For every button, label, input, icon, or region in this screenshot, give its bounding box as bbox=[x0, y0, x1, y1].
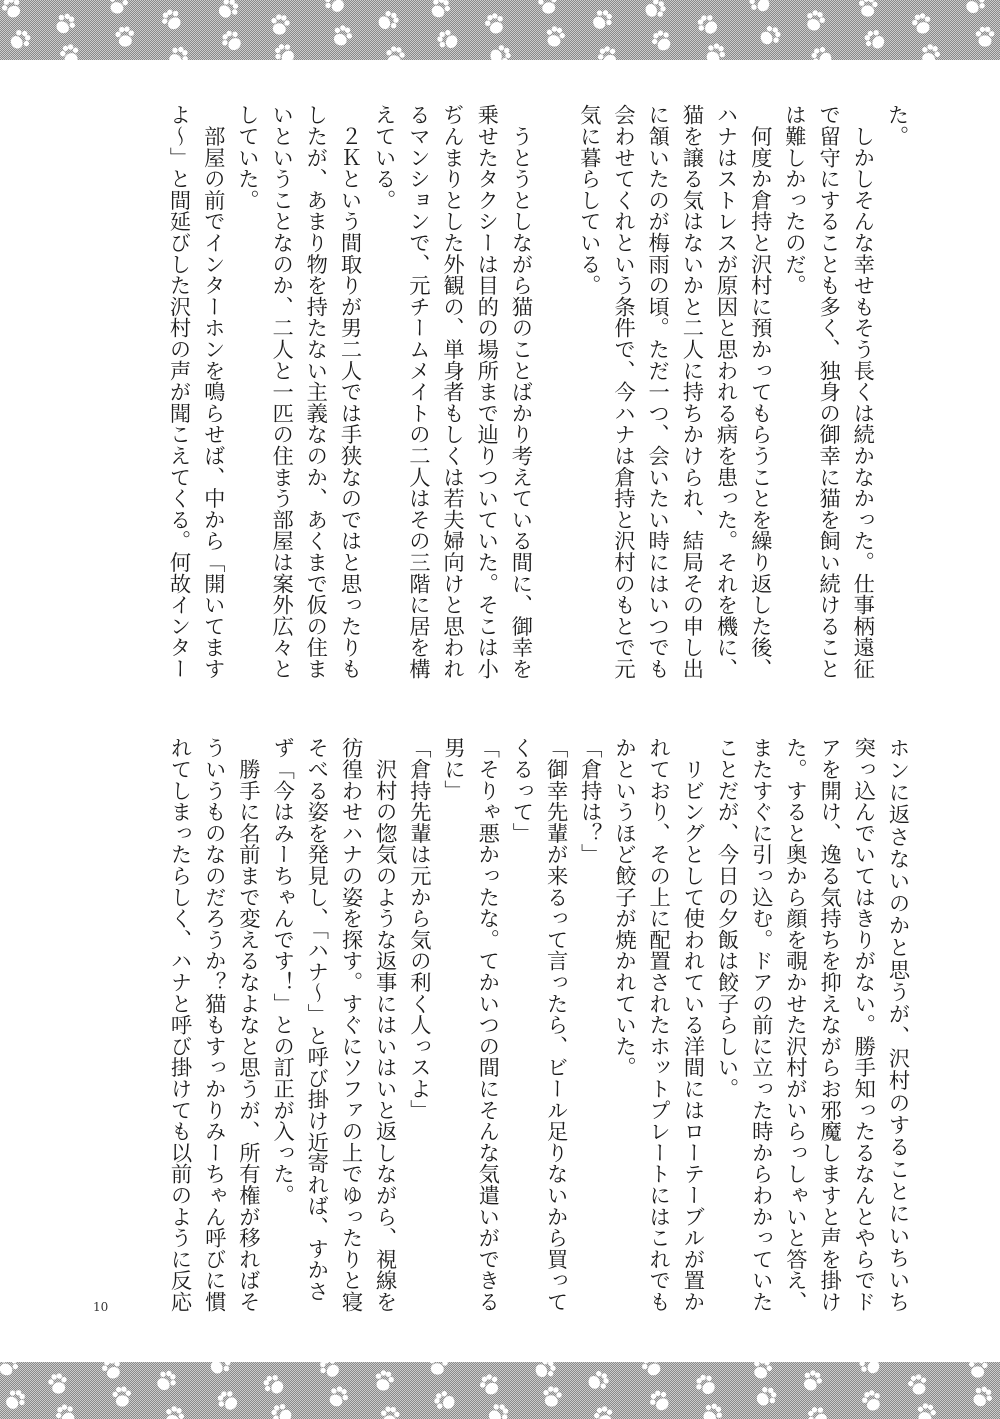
paw-print-icon bbox=[2, 1386, 29, 1413]
paw-print-icon bbox=[214, 1387, 241, 1414]
text-column: しかしそんな幸せもそう長くは続かなかった。仕事柄遠征 bbox=[849, 104, 875, 680]
paw-print-band-top bbox=[0, 0, 1000, 60]
paw-print-icon bbox=[969, 1383, 996, 1410]
paw-print-icon bbox=[165, 43, 192, 60]
text-column: るマンションで、元チームメイトの二人はその三階に居を構 bbox=[405, 104, 431, 680]
paw-print-icon bbox=[375, 8, 401, 33]
text-column: よ〜」と間延びした沢村の声が聞こえてくる。何故インター bbox=[166, 104, 192, 680]
paw-print-icon bbox=[153, 1367, 180, 1394]
paw-print-icon bbox=[215, 0, 242, 22]
paw-print-icon bbox=[804, 1403, 831, 1419]
paw-print-icon bbox=[699, 1400, 726, 1419]
text-column: アを開け、逸る気持ちを抑えながらお邪魔しますと声を掛け bbox=[816, 737, 842, 1313]
paw-print-icon bbox=[373, 1369, 396, 1393]
text-block-lower bbox=[162, 737, 914, 1313]
paw-print-icon bbox=[915, 1402, 938, 1419]
text-column: 部屋の前でインターホンを鳴らせば、中から「開いてます bbox=[200, 104, 226, 680]
blank-line bbox=[537, 104, 571, 680]
paw-print-icon bbox=[856, 1362, 883, 1378]
text-column: 乗せたタクシーは目的の場所まで辿りついていた。そこは小 bbox=[473, 104, 499, 680]
paw-print-icon bbox=[803, 8, 827, 33]
paw-print-icon bbox=[112, 1386, 132, 1407]
text-column: ことだが、今日の夕飯は餃子らしい。 bbox=[714, 737, 740, 1100]
text-column: は難しかったのだ。 bbox=[781, 104, 807, 296]
text-column: 彷徨わせハナの姿を探す。すぐにソファの上でゆったりと寝 bbox=[338, 737, 363, 1313]
text-column: ず「今はみーちゃんです！」との訂正が入った。 bbox=[269, 737, 295, 1206]
paw-print-icon bbox=[746, 0, 773, 16]
paw-print-icon bbox=[861, 26, 888, 53]
paw-print-pattern bbox=[0, 0, 1000, 60]
paw-print-icon bbox=[968, 1362, 988, 1378]
paw-print-icon bbox=[269, 13, 291, 36]
dialogue-line: 「倉持は？」 bbox=[577, 737, 603, 865]
paw-print-band-bottom bbox=[0, 1362, 1000, 1419]
text-column: に頷いたのが梅雨の頃。ただ一つ、会いたい時にはいつでも bbox=[644, 104, 670, 680]
text-column: 沢村の惚気のような返事にはいはいと返しながら、視線を bbox=[372, 737, 398, 1313]
paw-print-icon bbox=[753, 1383, 780, 1410]
paw-print-icon bbox=[485, 1400, 512, 1419]
text-column: リビングとして使われている洋間にはローテーブルが置か bbox=[679, 737, 705, 1313]
paw-print-icon bbox=[427, 0, 453, 21]
paw-print-icon bbox=[702, 40, 728, 60]
paw-print-icon bbox=[537, 0, 559, 15]
text-column: ういうものなのだろうか？猫もすっかりみーちゃん呼びに慣 bbox=[201, 737, 227, 1313]
paw-print-icon bbox=[100, 1362, 124, 1381]
text-column: そべる姿を発見し、「ハナ〜」と呼び掛け近寄れば、すかさ bbox=[303, 737, 329, 1302]
paw-print-icon bbox=[53, 1401, 79, 1419]
paw-print-icon bbox=[592, 1405, 615, 1419]
paw-print-icon bbox=[586, 1369, 611, 1393]
text-column: れてしまったらしく、ハナと呼び掛けても以前のように反応 bbox=[167, 737, 193, 1313]
paw-print-icon bbox=[330, 23, 355, 49]
paw-print-icon bbox=[271, 40, 298, 60]
paw-print-icon bbox=[0, 0, 24, 21]
paw-print-icon bbox=[589, 6, 616, 33]
paw-print-icon bbox=[483, 11, 507, 36]
dialogue-line: くるって」 bbox=[508, 737, 534, 844]
paw-print-icon bbox=[694, 11, 721, 38]
text-column: していた。 bbox=[234, 104, 260, 211]
text-column: ホンに返さないのかと思うが、沢村のすることにいちいち bbox=[885, 737, 910, 1314]
paw-print-icon bbox=[808, 44, 835, 60]
paw-print-icon bbox=[384, 45, 406, 60]
text-column: またすぐに引っ込む。ドアの前に立った時からわかっていた bbox=[748, 737, 774, 1313]
text-column: 猫を譲る気はないかと二人に持ちかけられ、結局その申し出 bbox=[678, 104, 704, 680]
paw-print-icon bbox=[325, 1383, 351, 1410]
paw-print-icon bbox=[268, 1401, 295, 1419]
paw-print-icon bbox=[477, 1372, 502, 1398]
paw-print-icon bbox=[910, 12, 933, 36]
paw-print-icon bbox=[58, 43, 81, 60]
paw-print-icon bbox=[0, 1362, 21, 1379]
paw-print-icon bbox=[858, 0, 878, 17]
paw-print-pattern bbox=[0, 1362, 1000, 1419]
paw-print-icon bbox=[435, 27, 461, 52]
text-column: ２Ｋという間取りが男二人では手狭なのではと思ったりも bbox=[337, 104, 362, 680]
text-column: かというほど餃子が焼かれていた。 bbox=[611, 737, 637, 1078]
text-column: 突っ込んでいてはきりがない。勝手知ったるなんとやらでド bbox=[850, 737, 876, 1313]
paw-print-icon bbox=[427, 1362, 449, 1376]
paw-print-icon bbox=[532, 1362, 558, 1381]
text-column: 何度か倉持と沢村に預かってもらうことを繰り返した後、 bbox=[747, 104, 773, 680]
paw-print-icon bbox=[115, 26, 135, 47]
paw-print-icon bbox=[316, 1362, 343, 1381]
text-column: えている。 bbox=[371, 104, 397, 211]
text-column: た。 bbox=[884, 104, 909, 147]
paw-print-icon bbox=[321, 0, 348, 16]
paw-print-icon bbox=[757, 23, 784, 49]
text-column: ハナはストレスが原因と思われる病を患った。それを機に、 bbox=[713, 104, 739, 680]
dialogue-line: 「倉持先輩は元から気の利く人っスよ」 bbox=[406, 737, 432, 1121]
paw-print-icon bbox=[976, 27, 995, 47]
paw-print-icon bbox=[158, 6, 185, 33]
paw-print-icon bbox=[218, 27, 245, 54]
paw-print-icon bbox=[595, 44, 620, 60]
text-column: いということなのか、二人と一匹の住まう部屋は案外広々と bbox=[268, 104, 294, 680]
paw-print-icon bbox=[750, 1362, 774, 1381]
paw-print-icon bbox=[47, 1372, 69, 1395]
paw-print-icon bbox=[639, 1362, 665, 1379]
text-column: 気に暮らしている。 bbox=[576, 104, 602, 296]
paw-print-icon bbox=[649, 27, 675, 54]
paw-print-icon bbox=[544, 25, 567, 49]
text-column: うとうとしながら猫のことばかり考えている間に、御幸を bbox=[507, 104, 533, 680]
text-column: た。すると奥から顔を覗かせた沢村がいらっしゃいと答え、 bbox=[782, 737, 808, 1313]
paw-print-icon bbox=[260, 1371, 287, 1398]
paw-print-icon bbox=[800, 1368, 825, 1394]
paw-print-icon bbox=[107, 0, 130, 16]
paw-print-icon bbox=[918, 42, 942, 60]
text-column: で留守にすることも多く、独身の御幸に猫を飼い続けること bbox=[815, 104, 841, 680]
dialogue-line: 男に」 bbox=[440, 737, 466, 801]
dialogue-line: 「そりゃ悪かったな。てかいつの間にそんな気遣いができる bbox=[474, 737, 500, 1313]
dialogue-line: 「御幸先輩が来るって言ったら、ビール足りないから買って bbox=[543, 737, 569, 1313]
paw-print-icon bbox=[860, 1388, 884, 1413]
paw-print-icon bbox=[962, 0, 989, 17]
text-block-upper bbox=[161, 104, 913, 680]
paw-print-icon bbox=[432, 1389, 457, 1413]
paw-print-icon bbox=[646, 1387, 673, 1414]
text-column: ぢんまりとした外観の、単身者もしくは若夫婦向けと思われ bbox=[439, 104, 465, 680]
page-number: 10 bbox=[93, 1300, 109, 1314]
paw-print-icon bbox=[52, 10, 79, 37]
text-column: 会わせてくれという条件で、今ハナは倉持と沢村のもとで元 bbox=[610, 104, 636, 680]
paw-print-icon bbox=[380, 1406, 400, 1419]
paw-print-icon bbox=[692, 1371, 719, 1398]
paw-print-icon bbox=[7, 26, 34, 53]
text-column: れており、その上に配置されたホットプレートにはこれでも bbox=[645, 737, 671, 1313]
paw-print-icon bbox=[207, 1362, 234, 1378]
paw-print-icon bbox=[541, 1385, 563, 1408]
paw-print-icon bbox=[162, 1404, 186, 1419]
text-column: 勝手に名前まで変えるなよなと思うが、所有権が移ればそ bbox=[235, 737, 261, 1313]
paw-print-icon bbox=[643, 0, 668, 21]
text-column: したが、あまり物を持たない主義なのか、あくまで仮の住ま bbox=[302, 104, 328, 680]
paw-print-icon bbox=[906, 1373, 929, 1397]
paw-print-icon bbox=[488, 43, 512, 60]
